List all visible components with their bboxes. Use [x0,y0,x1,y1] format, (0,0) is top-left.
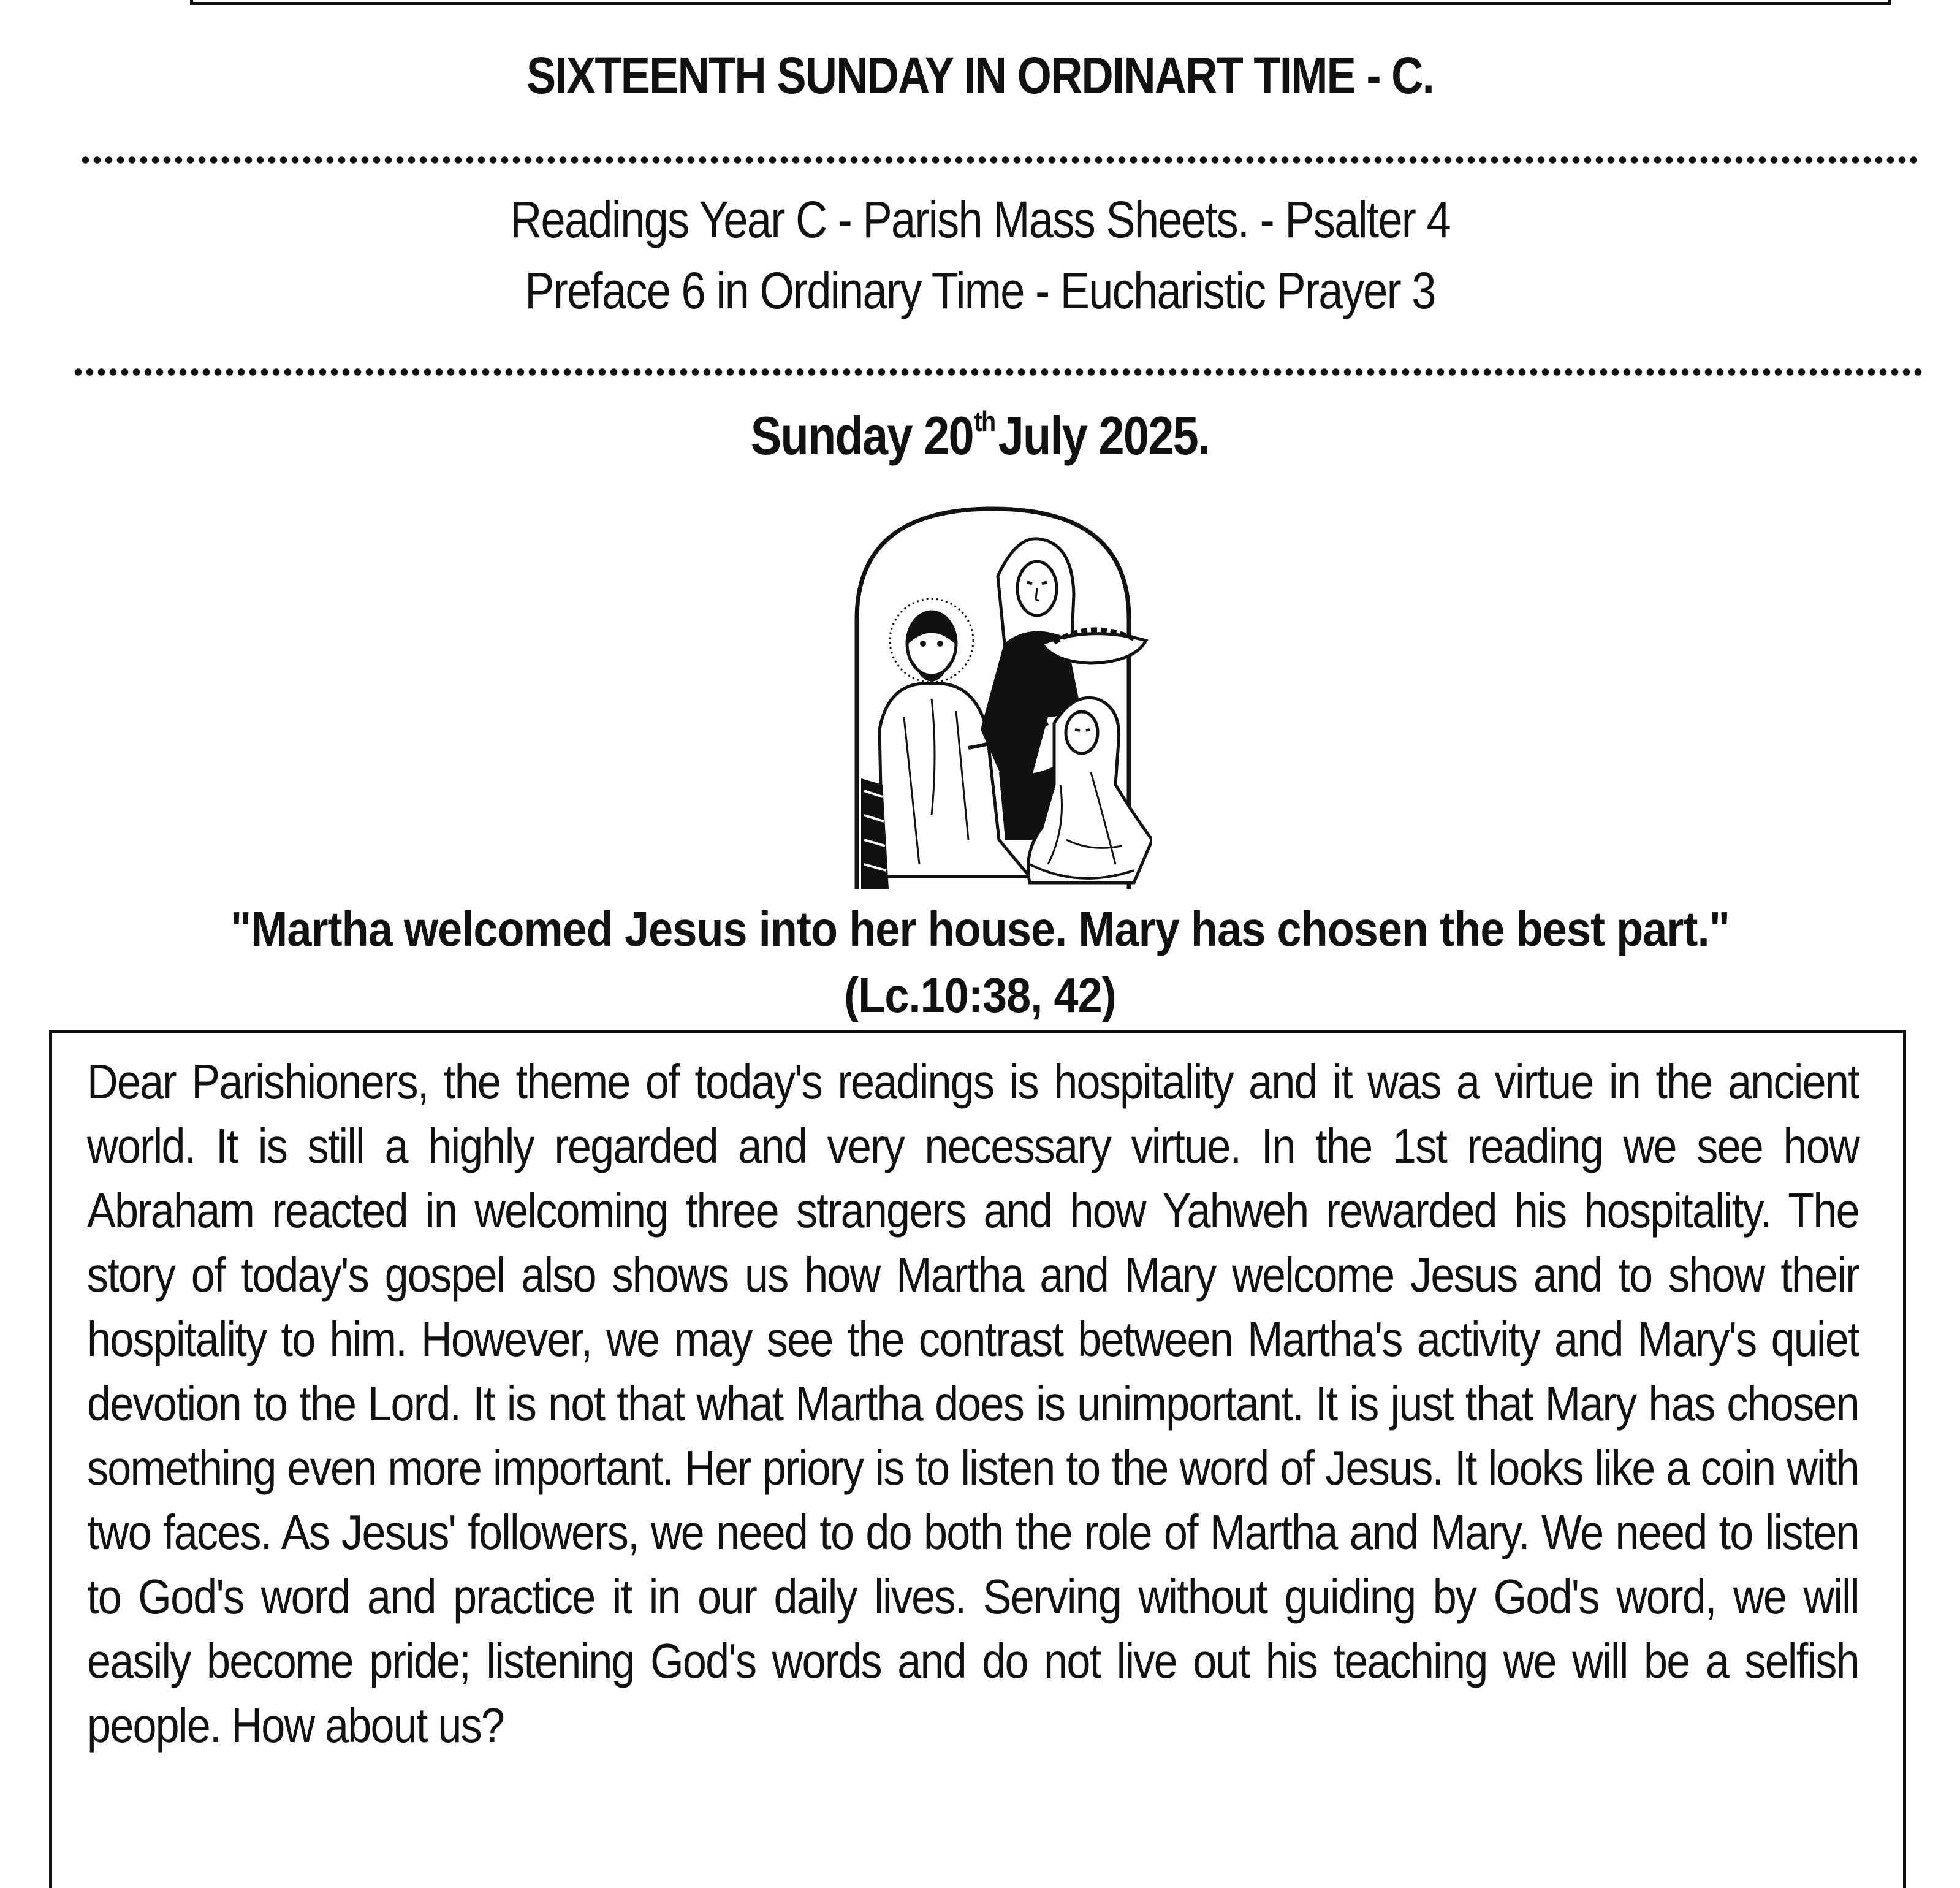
dotted-divider-bottom [72,368,1924,376]
top-border-rule [190,0,1891,5]
date-suffix: July 2025. [998,405,1210,466]
dotted-divider-top [80,156,1917,164]
preface-line: Preface 6 in Ordinary Time - Eucharistic Prayer 3 [525,262,1435,319]
martha-mary-jesus-illustration-icon [846,497,1152,895]
date-prefix: Sunday 20 [750,405,973,466]
gospel-quote: "Martha welcomed Jesus into her house. Mary has chosen the best part." [230,902,1730,956]
parish-letter [87,1049,1858,1757]
date-ordinal-suffix: th [974,405,995,437]
page-title: SIXTEENTH SUNDAY IN ORDINART TIME - C. [526,47,1434,104]
readings-line: Readings Year C - Parish Mass Sheets. - Psalter 4 [510,191,1450,248]
gospel-reference: (Lc.10:38, 42) [844,968,1116,1022]
sunday-date [137,405,1823,467]
parish-letter-body: Dear Parishioners, the theme of today's readings is hospitality and it was a virtue in the ancient world. It is still a highly regarded and very necessary virtue. In the 1st reading we see how Abraham reacted in welcoming three strangers and how Yahweh rewarded his hospitality. The story of today's gospel also shows us how Martha and Mary welcome Jesus and to show their hospitality to him. However, we may see the contrast between Martha's activity and Mary's quiet devotion to the Lord. It is not that what Martha does is unimportant. It is just that Mary has chosen something even more important. Her priory is to listen to the word of Jesus. It looks like a coin with two faces. As Jesus' followers, we need to do both the role of Martha and Mary. We need to listen to God's word and practice it in our daily lives. Serving without guiding by God's word, we will easily become pride; listening God's words and do not live out his teaching we will be a selfish people. How about us? [87,1054,1859,1753]
